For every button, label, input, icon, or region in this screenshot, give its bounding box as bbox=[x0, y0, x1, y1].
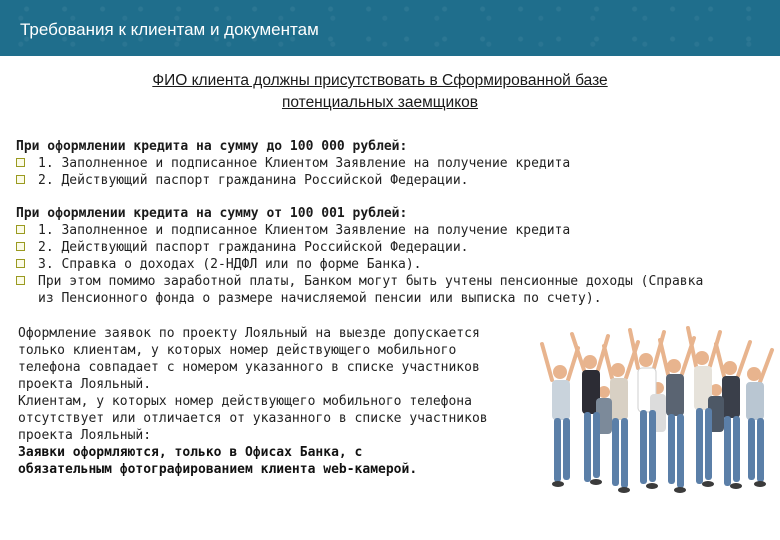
checkbox-bullet-icon bbox=[16, 225, 25, 234]
subtitle-line-2: потенциальных заемщиков bbox=[281, 94, 479, 111]
section-large-loan bbox=[16, 205, 768, 307]
note-line: только клиентам, у которых номер действующего мобильного bbox=[18, 343, 457, 358]
checkbox-bullet-icon bbox=[16, 259, 25, 268]
note-emphasis-line: обязательным фотографированием клиента web-камерой. bbox=[18, 462, 418, 477]
list-item-text: 2. Действующий паспорт гражданина Российской Федерации. bbox=[38, 240, 469, 255]
list-item bbox=[16, 256, 768, 273]
list-item bbox=[16, 172, 768, 189]
list-item bbox=[16, 239, 768, 256]
title-bar bbox=[0, 0, 780, 56]
list-item-text: 1. Заполненное и подписанное Клиентом Заявление на получение кредита bbox=[38, 223, 571, 238]
section-heading: При оформлении кредита на сумму до 100 000 рублей: bbox=[16, 139, 408, 154]
note-line: отсутствует или отличается от указанного в списке участников bbox=[18, 411, 488, 426]
list-item-text: 1. Заполненное и подписанное Клиентом Заявление на получение кредита bbox=[38, 156, 571, 171]
checkbox-bullet-icon bbox=[16, 158, 25, 167]
cheering-people-illustration bbox=[542, 328, 772, 493]
note-line: телефона совпадает с номером указанного в списке участников bbox=[18, 360, 480, 375]
list-item-text-continued: из Пенсионного фонда о размере начисляемой пенсии или выписка по счету). bbox=[38, 291, 602, 306]
list-item bbox=[16, 273, 768, 307]
list-item-text: При этом помимо заработной платы, Банком могут быть учтены пенсионные доходы (Справка bbox=[38, 274, 704, 289]
loyal-project-note bbox=[18, 325, 518, 478]
note-line: Клиентам, у которых номер действующего мобильного телефона bbox=[18, 394, 472, 409]
checkbox-bullet-icon bbox=[16, 242, 25, 251]
subtitle bbox=[60, 70, 700, 114]
note-emphasis-line: Заявки оформляются, только в Офисах Банка, с bbox=[18, 445, 363, 460]
group-photo bbox=[538, 322, 776, 528]
checkbox-bullet-icon bbox=[16, 175, 25, 184]
checkbox-bullet-icon bbox=[16, 276, 25, 285]
section-heading: При оформлении кредита на сумму от 100 001 рублей: bbox=[16, 206, 408, 221]
page-title: Требования к клиентам и документам bbox=[20, 20, 319, 39]
list-item-text: 3. Справка о доходах (2-НДФЛ или по форме Банка). bbox=[38, 257, 422, 272]
list-item bbox=[16, 155, 768, 172]
list-item-text: 2. Действующий паспорт гражданина Российской Федерации. bbox=[38, 173, 469, 188]
subtitle-line-1: ФИО клиента должны присутствовать в Сформированной базе bbox=[152, 72, 608, 89]
note-line: проекта Лояльный. bbox=[18, 377, 152, 392]
note-line: Оформление заявок по проекту Лояльный на выезде допускается bbox=[18, 326, 480, 341]
list-item bbox=[16, 222, 768, 239]
note-line: проекта Лояльный: bbox=[18, 428, 152, 443]
section-small-loan bbox=[16, 138, 768, 189]
